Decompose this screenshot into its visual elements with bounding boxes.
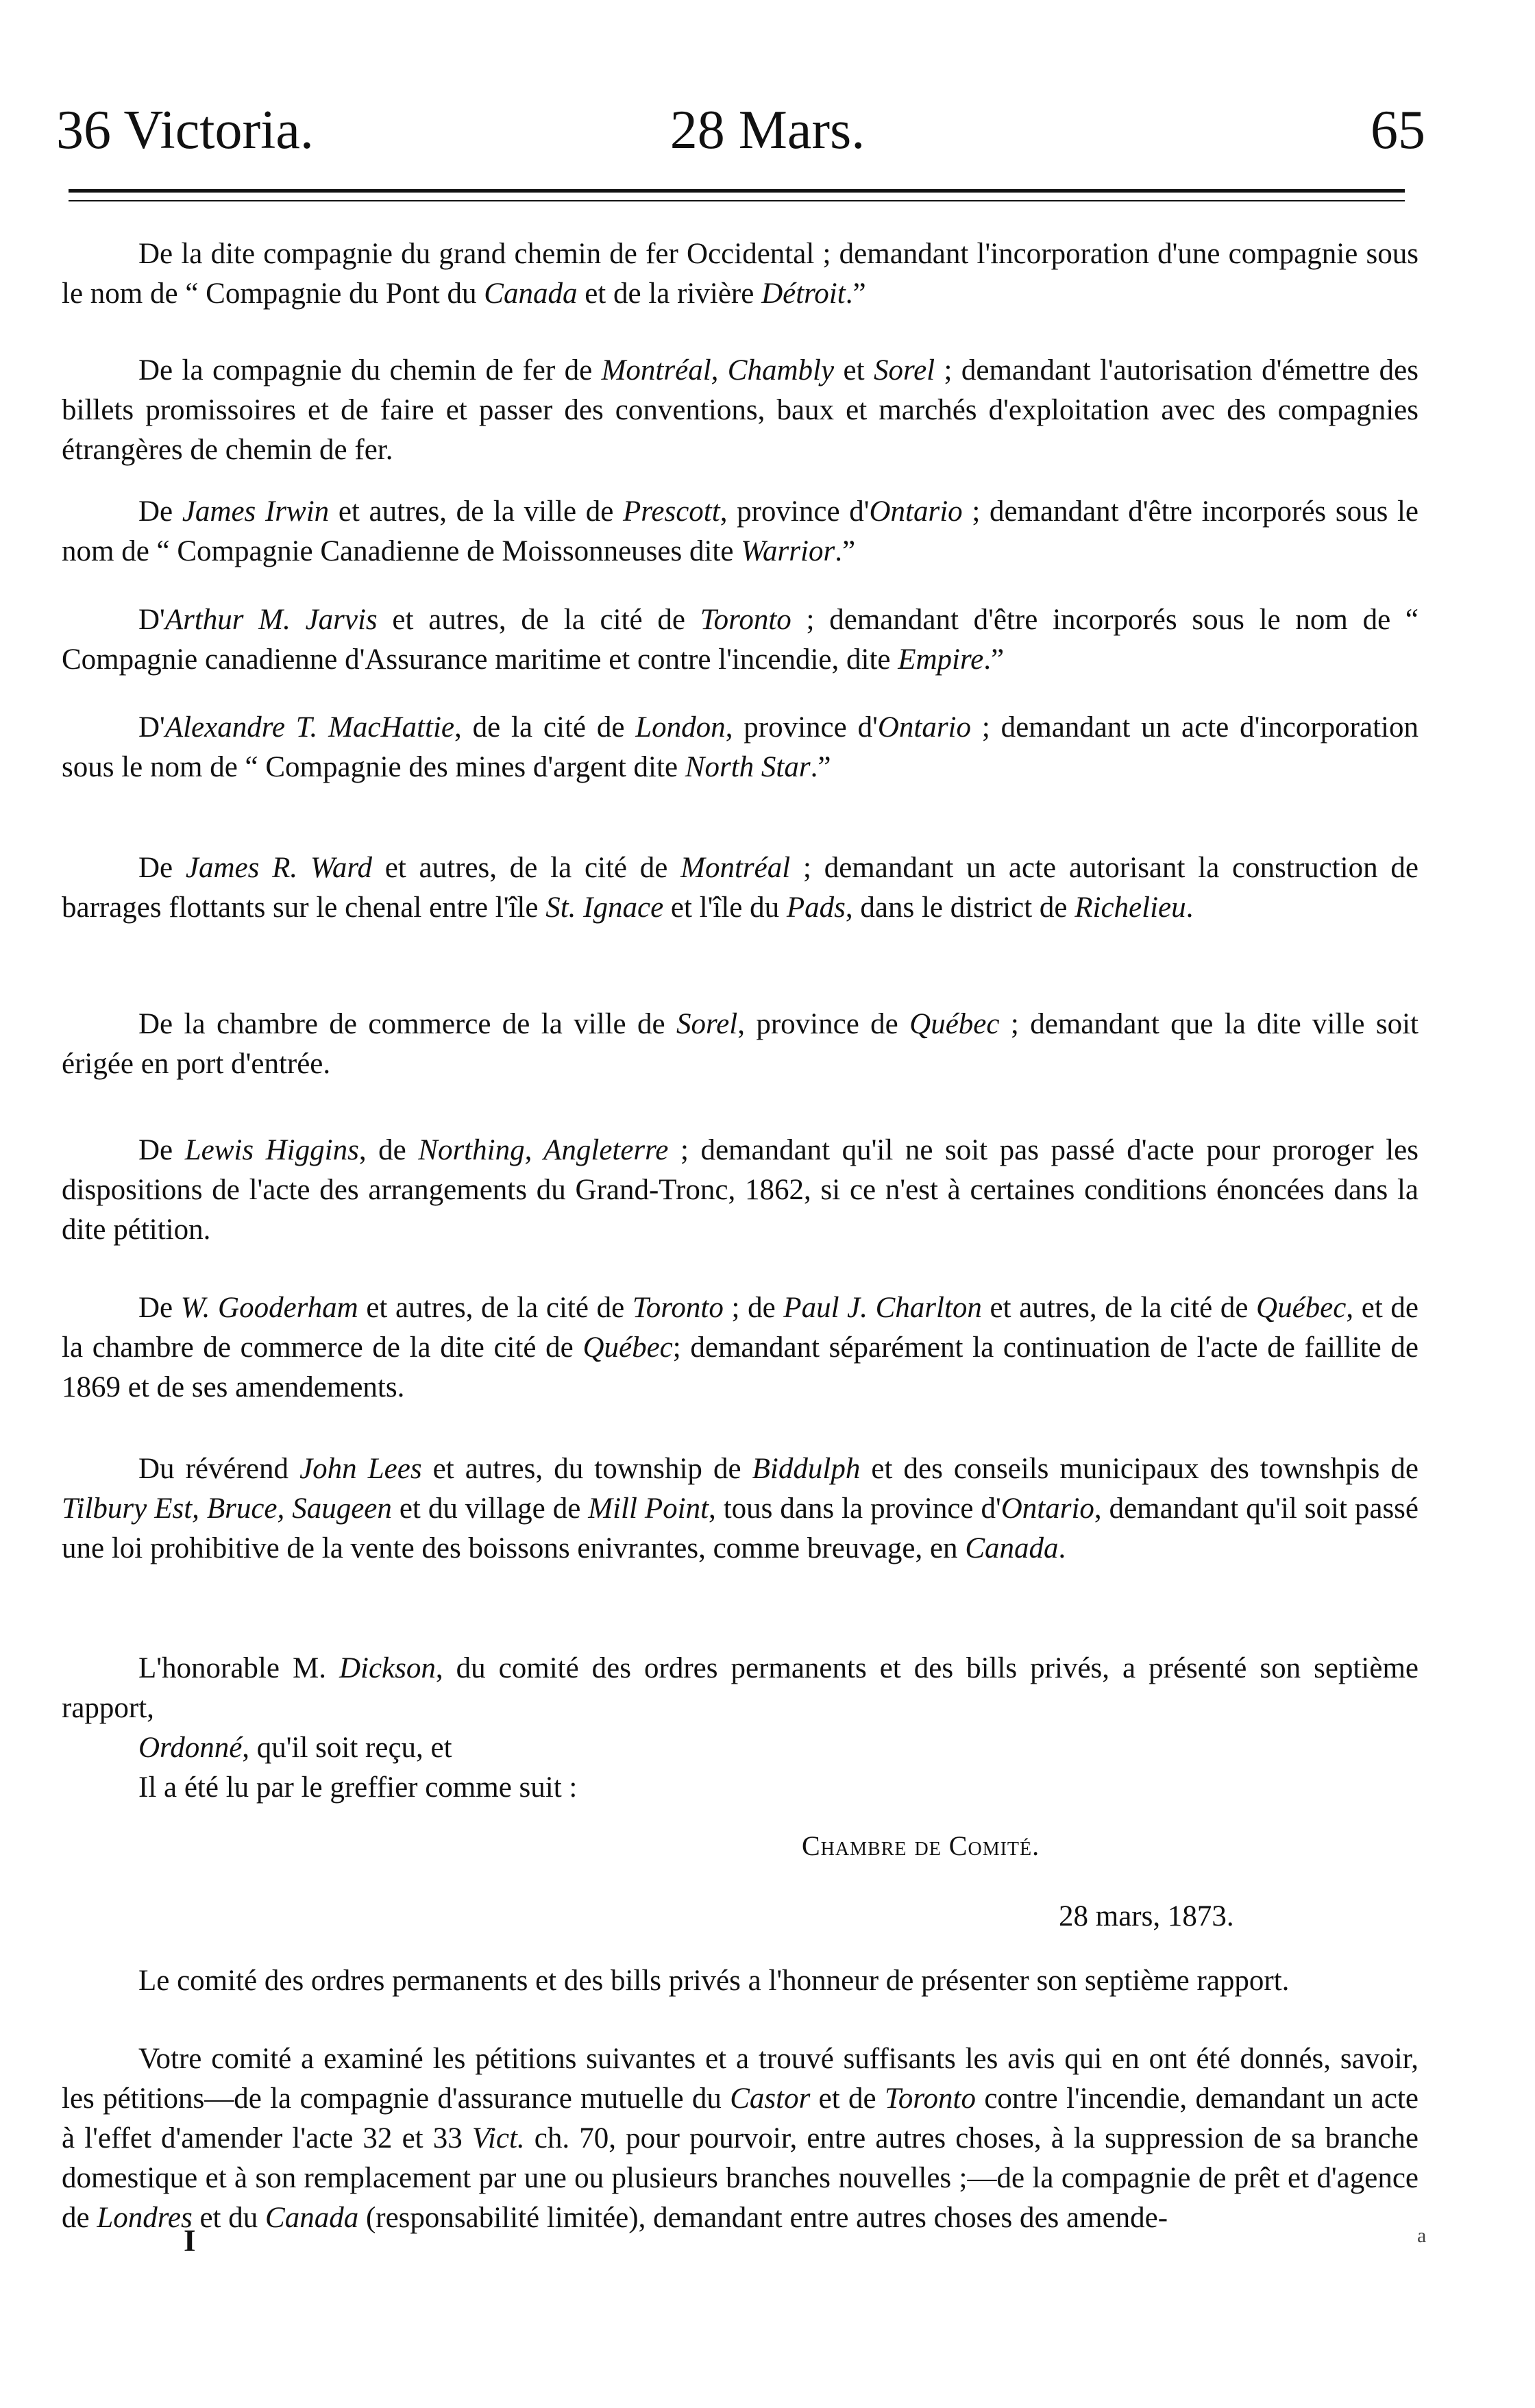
page-number: 65 [1371, 100, 1425, 160]
running-head-left: 36 Victoria. [56, 100, 314, 160]
report-presentation-paragraph: L'honorable M. Dickson, du comité des ordres permanents et des bills privés, a présenté son septième rapport, Ordonné, qu'il soit reçu, et Il a été lu par le greffier comme suit : [62, 1652, 1419, 1804]
signature-mark: I [184, 2224, 196, 2258]
petition-paragraph: De W. Gooderham et autres, de la cité de Toronto ; de Paul J. Charlton et autres, de la cité de Québec, et de la chambre de commerce de la dite cité de Québec; demandant séparément la continuation de l'acte de faillite de 1869 et de ses amendements. [62, 1292, 1419, 1403]
petition-paragraph: Du révérend John Lees et autres, du township de Biddulph et des conseils municipaux des townshpis de Tilbury Est, Bruce, Saugeen et du village de Mill Point, tous dans la province d'Ontario, demandant qu'il soit passé une loi prohibitive de la vente des boissons enivrantes, comme breuvage, en Canada. [62, 1453, 1419, 1564]
report-paragraph: Le comité des ordres permanents et des bills privés a l'honneur de présenter son septième rapport. [138, 1965, 1290, 1997]
petition-paragraph: D'Alexandre T. MacHattie, de la cité de London, province d'Ontario ; demandant un acte d'incorporation sous le nom de “ Compagnie des mines d'argent dite North Star.” [62, 711, 1419, 783]
petition-paragraph: De la chambre de commerce de la ville de Sorel, province de Québec ; demandant que la dite ville soit érigée en port d'entrée. [62, 1008, 1419, 1080]
petition-paragraph: De la dite compagnie du grand chemin de fer Occidental ; demandant l'incorporation d'une compagnie sous le nom de “ Compagnie du Pont du Canada et de la rivière Détroit.” [62, 238, 1419, 310]
petition-paragraph: De la compagnie du chemin de fer de Montréal, Chambly et Sorel ; demandant l'autorisation d'émettre des billets promissoires et de faire et passer des conventions, baux et marchés d'exploitation avec des compagnies étrangères de chemin de fer. [62, 354, 1419, 466]
header-rule-thin [69, 200, 1405, 201]
committee-heading: Chambre de Comité. [802, 1830, 1040, 1861]
footer-mark: a [1417, 2224, 1427, 2247]
petition-paragraph: D'Arthur M. Jarvis et autres, de la cité de Toronto ; demandant d'être incorporés sous le nom de “ Compagnie canadienne d'Assurance maritime et contre l'incendie, dite Empire.” [62, 604, 1419, 676]
running-head-date: 28 Mars. [670, 100, 865, 160]
header-rule-thick [69, 189, 1405, 193]
petition-paragraph: De James Irwin et autres, de la ville de Prescott, province d'Ontario ; demandant d'être incorporés sous le nom de “ Compagnie Canadienne de Moissonneuses dite Warrior.” [62, 495, 1419, 567]
petition-paragraph: De Lewis Higgins, de Northing, Angleterre ; demandant qu'il ne soit pas passé d'acte pour proroger les dispositions de l'acte des arrangements du Grand-Tronc, 1862, si ce n'est à certaines conditions énoncées dans la dite pétition. [62, 1134, 1419, 1246]
petition-paragraph: De James R. Ward et autres, de la cité de Montréal ; demandant un acte autorisant la construction de barrages flottants sur le chenal entre l'île St. Ignace et l'île du Pads, dans le district de Richelieu. [62, 852, 1419, 924]
committee-date: 28 mars, 1873. [1059, 1900, 1234, 1932]
report-paragraph: Votre comité a examiné les pétitions suivantes et a trouvé suffisants les avis qui en ont été donnés, savoir, les pétitions—de la compagnie d'assurance mutuelle du Castor et de Toronto contre l'incendie, demandant un acte à l'effet d'amender l'acte 32 et 33 Vict. ch. 70, pour pourvoir, entre autres choses, à la suppression de sa branche domestique et à son remplacement par une ou plusieurs branches nouvelles ;—de la compagnie de prêt et d'agence de Londres et du Canada (responsabilité limitée), demandant entre autres choses des amende- [62, 2043, 1419, 2234]
